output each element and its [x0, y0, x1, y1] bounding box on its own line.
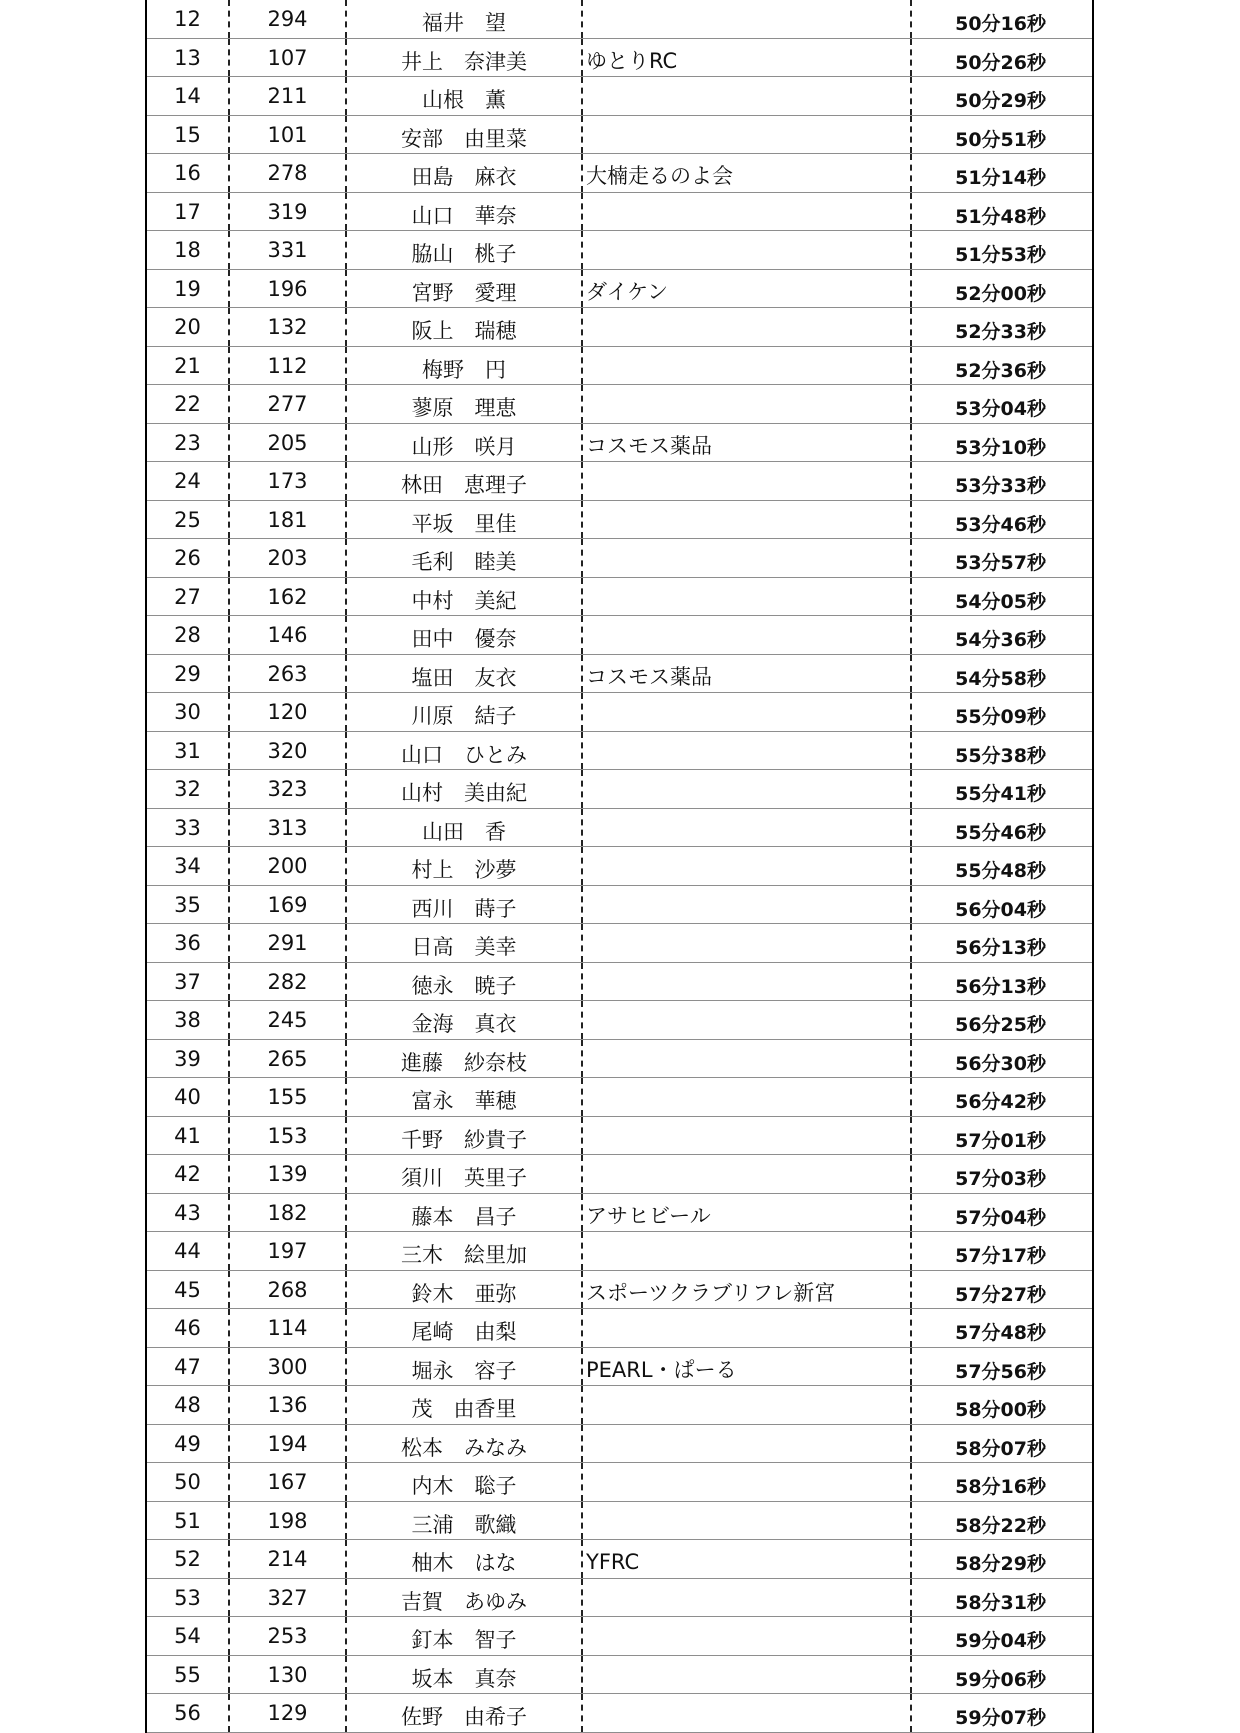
finish-time-cell: 55分41秒	[955, 783, 1046, 805]
rank-cell: 12	[147, 0, 230, 38]
rank-cell: 32	[147, 770, 230, 808]
bib-number-cell: 203	[230, 539, 347, 577]
results-table	[145, 0, 1094, 1733]
team-cell	[583, 1502, 912, 1540]
finish-time-cell: 54分58秒	[955, 667, 1046, 690]
finish-time-cell: 56分42秒	[955, 1091, 1046, 1113]
bib-number-cell: 112	[230, 347, 347, 385]
bib-number-cell: 197	[230, 1232, 347, 1270]
rank-cell: 41	[147, 1117, 230, 1155]
bib-number-cell: 263	[230, 655, 347, 693]
finish-time-cell: 50分16秒	[955, 13, 1046, 35]
bib-number-cell: 245	[230, 1001, 347, 1039]
team-cell: スポーツクラブリフレ新宮	[583, 1271, 912, 1309]
table-row	[147, 732, 1092, 771]
bib-number-cell: 181	[230, 501, 347, 539]
runner-name-cell: 塩田 友衣	[347, 655, 583, 693]
rank-cell: 16	[147, 154, 230, 192]
bib-number-cell: 194	[230, 1425, 347, 1463]
bib-number-cell: 214	[230, 1540, 347, 1578]
runner-name-cell: 尾崎 由梨	[347, 1309, 583, 1347]
table-row	[147, 385, 1092, 424]
table-row	[147, 308, 1092, 347]
table-row	[147, 693, 1092, 732]
runner-name-cell: 鈴木 亜弥	[347, 1271, 583, 1309]
finish-time-cell: 58分31秒	[955, 1591, 1046, 1614]
bib-number-cell: 173	[230, 462, 347, 500]
rank-cell: 47	[147, 1348, 230, 1386]
finish-time-cell: 53分57秒	[955, 552, 1046, 574]
rank-cell: 22	[147, 385, 230, 423]
team-cell	[583, 1656, 912, 1694]
table-row	[147, 1232, 1092, 1271]
table-row	[147, 963, 1092, 1002]
bib-number-cell: 205	[230, 424, 347, 462]
rank-cell: 38	[147, 1001, 230, 1039]
table-row	[147, 886, 1092, 925]
finish-time-cell: 58分22秒	[955, 1514, 1046, 1537]
bib-number-cell: 146	[230, 616, 347, 654]
team-cell	[583, 924, 912, 962]
runner-name-cell: 林田 恵理子	[347, 462, 583, 500]
rank-cell: 26	[147, 539, 230, 577]
rank-cell: 40	[147, 1078, 230, 1116]
rank-cell: 19	[147, 270, 230, 308]
rank-cell: 34	[147, 847, 230, 885]
finish-time-cell: 57分01秒	[955, 1129, 1046, 1152]
bib-number-cell: 253	[230, 1617, 347, 1655]
team-cell: ゆとりRC	[583, 39, 912, 77]
table-row	[147, 1271, 1092, 1310]
finish-time-cell: 50分51秒	[955, 128, 1046, 151]
finish-time-cell: 53分33秒	[955, 475, 1046, 497]
finish-time-cell: 55分09秒	[955, 706, 1046, 728]
team-cell: PEARL・ぱーる	[583, 1348, 912, 1386]
rank-cell: 52	[147, 1540, 230, 1578]
finish-time-cell: 52分00秒	[955, 282, 1046, 305]
team-cell	[583, 1694, 912, 1732]
rank-cell: 18	[147, 231, 230, 269]
team-cell	[583, 539, 912, 577]
bib-number-cell: 196	[230, 270, 347, 308]
rank-cell: 31	[147, 732, 230, 770]
finish-time-cell: 55分46秒	[955, 821, 1046, 844]
runner-name-cell: 井上 奈津美	[347, 39, 583, 77]
rank-cell: 45	[147, 1271, 230, 1309]
rank-cell: 50	[147, 1463, 230, 1501]
team-cell	[583, 347, 912, 385]
bib-number-cell: 282	[230, 963, 347, 1001]
rank-cell: 53	[147, 1579, 230, 1617]
runner-name-cell: 山田 香	[347, 809, 583, 847]
team-cell: コスモス薬品	[583, 424, 912, 462]
table-row	[147, 924, 1092, 963]
team-cell	[583, 616, 912, 654]
rank-cell: 24	[147, 462, 230, 500]
bib-number-cell: 169	[230, 886, 347, 924]
runner-name-cell: 柚木 はな	[347, 1540, 583, 1578]
table-row	[147, 809, 1092, 848]
team-cell	[583, 77, 912, 115]
bib-number-cell: 139	[230, 1155, 347, 1193]
team-cell	[583, 809, 912, 847]
rank-cell: 13	[147, 39, 230, 77]
finish-time-cell: 59分07秒	[955, 1707, 1046, 1729]
table-row	[147, 1309, 1092, 1348]
team-cell	[583, 693, 912, 731]
team-cell: ダイケン	[583, 270, 912, 308]
runner-name-cell: 藤本 昌子	[347, 1194, 583, 1232]
runner-name-cell: 田島 麻衣	[347, 154, 583, 192]
table-row	[147, 424, 1092, 463]
runner-name-cell: 安部 由里菜	[347, 116, 583, 154]
finish-time-cell: 58分00秒	[955, 1399, 1046, 1421]
table-row	[147, 616, 1092, 655]
runner-name-cell: 蓼原 理恵	[347, 385, 583, 423]
runner-name-cell: 茂 由香里	[347, 1386, 583, 1424]
runner-name-cell: 毛利 睦美	[347, 539, 583, 577]
finish-time-cell: 55分48秒	[955, 860, 1046, 882]
finish-time-cell: 57分03秒	[955, 1168, 1046, 1190]
team-cell	[583, 1309, 912, 1347]
team-cell	[583, 1117, 912, 1155]
team-cell	[583, 1155, 912, 1193]
table-row	[147, 655, 1092, 694]
rank-cell: 25	[147, 501, 230, 539]
bib-number-cell: 114	[230, 1309, 347, 1347]
finish-time-cell: 57分56秒	[955, 1360, 1046, 1383]
bib-number-cell: 331	[230, 231, 347, 269]
rank-cell: 27	[147, 578, 230, 616]
finish-time-cell: 57分04秒	[955, 1206, 1046, 1229]
finish-time-cell: 50分26秒	[955, 51, 1046, 74]
rank-cell: 17	[147, 193, 230, 231]
runner-name-cell: 梅野 円	[347, 347, 583, 385]
finish-time-cell: 52分36秒	[955, 359, 1046, 382]
bib-number-cell: 265	[230, 1040, 347, 1078]
finish-time-cell: 55分38秒	[955, 744, 1046, 767]
team-cell	[583, 1232, 912, 1270]
bib-number-cell: 162	[230, 578, 347, 616]
bib-number-cell: 323	[230, 770, 347, 808]
runner-name-cell: 千野 紗貴子	[347, 1117, 583, 1155]
rank-cell: 20	[147, 308, 230, 346]
table-row	[147, 847, 1092, 886]
runner-name-cell: 富永 華穂	[347, 1078, 583, 1116]
team-cell: YFRC	[583, 1540, 912, 1578]
bib-number-cell: 327	[230, 1579, 347, 1617]
bib-number-cell: 155	[230, 1078, 347, 1116]
rank-cell: 33	[147, 809, 230, 847]
table-row	[147, 1078, 1092, 1117]
rank-cell: 42	[147, 1155, 230, 1193]
rank-cell: 15	[147, 116, 230, 154]
finish-time-cell: 56分30秒	[955, 1052, 1046, 1075]
rank-cell: 39	[147, 1040, 230, 1078]
team-cell	[583, 1386, 912, 1424]
table-row	[147, 462, 1092, 501]
bib-number-cell: 167	[230, 1463, 347, 1501]
finish-time-cell: 56分25秒	[955, 1014, 1046, 1036]
runner-name-cell: 内木 聡子	[347, 1463, 583, 1501]
table-row	[147, 1463, 1092, 1502]
rank-cell: 29	[147, 655, 230, 693]
finish-time-cell: 57分17秒	[955, 1245, 1046, 1267]
team-cell	[583, 1078, 912, 1116]
runner-name-cell: 宮野 愛理	[347, 270, 583, 308]
team-cell	[583, 578, 912, 616]
table-row	[147, 1540, 1092, 1579]
runner-name-cell: 徳永 暁子	[347, 963, 583, 1001]
table-row	[147, 1617, 1092, 1656]
runner-name-cell: 福井 望	[347, 0, 583, 38]
rank-cell: 51	[147, 1502, 230, 1540]
runner-name-cell: 川原 結子	[347, 693, 583, 731]
bib-number-cell: 129	[230, 1694, 347, 1732]
team-cell	[583, 1579, 912, 1617]
team-cell	[583, 193, 912, 231]
team-cell	[583, 1001, 912, 1039]
team-cell	[583, 501, 912, 539]
bib-number-cell: 132	[230, 308, 347, 346]
team-cell	[583, 1463, 912, 1501]
runner-name-cell: 山形 咲月	[347, 424, 583, 462]
rank-cell: 54	[147, 1617, 230, 1655]
table-row	[147, 539, 1092, 578]
bib-number-cell: 313	[230, 809, 347, 847]
finish-time-cell: 58分16秒	[955, 1476, 1046, 1498]
finish-time-cell: 59分04秒	[955, 1630, 1046, 1652]
team-cell	[583, 732, 912, 770]
rank-cell: 56	[147, 1694, 230, 1732]
finish-time-cell: 58分07秒	[955, 1437, 1046, 1460]
runner-name-cell: 佐野 由希子	[347, 1694, 583, 1732]
table-row	[147, 1155, 1092, 1194]
team-cell	[583, 0, 912, 38]
table-row	[147, 1194, 1092, 1233]
team-cell	[583, 1425, 912, 1463]
finish-time-cell: 56分04秒	[955, 898, 1046, 921]
runner-name-cell: 坂本 真奈	[347, 1656, 583, 1694]
rank-cell: 21	[147, 347, 230, 385]
table-row	[147, 0, 1092, 39]
runner-name-cell: 須川 英里子	[347, 1155, 583, 1193]
runner-name-cell: 金海 真衣	[347, 1001, 583, 1039]
table-row	[147, 1694, 1092, 1733]
table-row	[147, 1348, 1092, 1387]
finish-time-cell: 57分48秒	[955, 1322, 1046, 1344]
rank-cell: 48	[147, 1386, 230, 1424]
runner-name-cell: 田中 優奈	[347, 616, 583, 654]
table-row	[147, 77, 1092, 116]
table-row	[147, 347, 1092, 386]
team-cell	[583, 1617, 912, 1655]
rank-cell: 44	[147, 1232, 230, 1270]
rank-cell: 14	[147, 77, 230, 115]
bib-number-cell: 320	[230, 732, 347, 770]
table-row	[147, 1425, 1092, 1464]
bib-number-cell: 198	[230, 1502, 347, 1540]
rank-cell: 55	[147, 1656, 230, 1694]
finish-time-cell: 53分10秒	[955, 436, 1046, 459]
team-cell	[583, 462, 912, 500]
table-row	[147, 270, 1092, 309]
finish-time-cell: 53分04秒	[955, 398, 1046, 420]
team-cell	[583, 847, 912, 885]
finish-time-cell: 54分05秒	[955, 590, 1046, 613]
team-cell	[583, 886, 912, 924]
bib-number-cell: 130	[230, 1656, 347, 1694]
runner-name-cell: 日高 美幸	[347, 924, 583, 962]
runner-name-cell: 平坂 里佳	[347, 501, 583, 539]
runner-name-cell: 阪上 瑞穂	[347, 308, 583, 346]
rank-cell: 35	[147, 886, 230, 924]
table-row	[147, 231, 1092, 270]
finish-time-cell: 53分46秒	[955, 513, 1046, 536]
rank-cell: 49	[147, 1425, 230, 1463]
runner-name-cell: 山口 華奈	[347, 193, 583, 231]
bib-number-cell: 101	[230, 116, 347, 154]
team-cell	[583, 231, 912, 269]
table-row	[147, 1579, 1092, 1618]
runner-name-cell: 脇山 桃子	[347, 231, 583, 269]
table-row	[147, 1001, 1092, 1040]
table-row	[147, 1502, 1092, 1541]
team-cell: コスモス薬品	[583, 655, 912, 693]
table-row	[147, 501, 1092, 540]
finish-time-cell: 51分53秒	[955, 244, 1046, 266]
bib-number-cell: 200	[230, 847, 347, 885]
runner-name-cell: 堀永 容子	[347, 1348, 583, 1386]
runner-name-cell: 村上 沙夢	[347, 847, 583, 885]
bib-number-cell: 107	[230, 39, 347, 77]
runner-name-cell: 山口 ひとみ	[347, 732, 583, 770]
team-cell	[583, 385, 912, 423]
runner-name-cell: 吉賀 あゆみ	[347, 1579, 583, 1617]
bib-number-cell: 182	[230, 1194, 347, 1232]
team-cell	[583, 308, 912, 346]
finish-time-cell: 52分33秒	[955, 321, 1046, 343]
runner-name-cell: 釘本 智子	[347, 1617, 583, 1655]
runner-name-cell: 中村 美紀	[347, 578, 583, 616]
finish-time-cell: 57分27秒	[955, 1283, 1046, 1306]
finish-time-cell: 51分48秒	[955, 205, 1046, 228]
finish-time-cell: 54分36秒	[955, 629, 1046, 651]
runner-name-cell: 西川 蒔子	[347, 886, 583, 924]
runner-name-cell: 進藤 紗奈枝	[347, 1040, 583, 1078]
rank-cell: 43	[147, 1194, 230, 1232]
runner-name-cell: 松本 みなみ	[347, 1425, 583, 1463]
bib-number-cell: 294	[230, 0, 347, 38]
runner-name-cell: 三浦 歌織	[347, 1502, 583, 1540]
rank-cell: 28	[147, 616, 230, 654]
team-cell	[583, 770, 912, 808]
team-cell	[583, 963, 912, 1001]
runner-name-cell: 三木 絵里加	[347, 1232, 583, 1270]
bib-number-cell: 211	[230, 77, 347, 115]
bib-number-cell: 153	[230, 1117, 347, 1155]
finish-time-cell: 56分13秒	[955, 937, 1046, 959]
rank-cell: 37	[147, 963, 230, 1001]
bib-number-cell: 136	[230, 1386, 347, 1424]
table-row	[147, 39, 1092, 78]
table-row	[147, 578, 1092, 617]
rank-cell: 36	[147, 924, 230, 962]
team-cell	[583, 1040, 912, 1078]
bib-number-cell: 120	[230, 693, 347, 731]
rank-cell: 46	[147, 1309, 230, 1347]
bib-number-cell: 278	[230, 154, 347, 192]
runner-name-cell: 山村 美由紀	[347, 770, 583, 808]
bib-number-cell: 319	[230, 193, 347, 231]
finish-time-cell: 58分29秒	[955, 1553, 1046, 1575]
table-row	[147, 1117, 1092, 1156]
team-cell	[583, 116, 912, 154]
finish-time-cell: 51分14秒	[955, 167, 1046, 189]
bib-number-cell: 300	[230, 1348, 347, 1386]
bib-number-cell: 268	[230, 1271, 347, 1309]
table-row	[147, 116, 1092, 155]
bib-number-cell: 291	[230, 924, 347, 962]
rank-cell: 23	[147, 424, 230, 462]
table-row	[147, 1040, 1092, 1079]
finish-time-cell: 50分29秒	[955, 90, 1046, 112]
table-row	[147, 154, 1092, 193]
table-row	[147, 193, 1092, 232]
team-cell: 大楠走るのよ会	[583, 154, 912, 192]
finish-time-cell: 56分13秒	[955, 975, 1046, 998]
table-row	[147, 1386, 1092, 1425]
runner-name-cell: 山根 薫	[347, 77, 583, 115]
rank-cell: 30	[147, 693, 230, 731]
team-cell: アサヒビール	[583, 1194, 912, 1232]
finish-time-cell: 59分06秒	[955, 1668, 1046, 1691]
table-row	[147, 770, 1092, 809]
table-row	[147, 1656, 1092, 1695]
bib-number-cell: 277	[230, 385, 347, 423]
